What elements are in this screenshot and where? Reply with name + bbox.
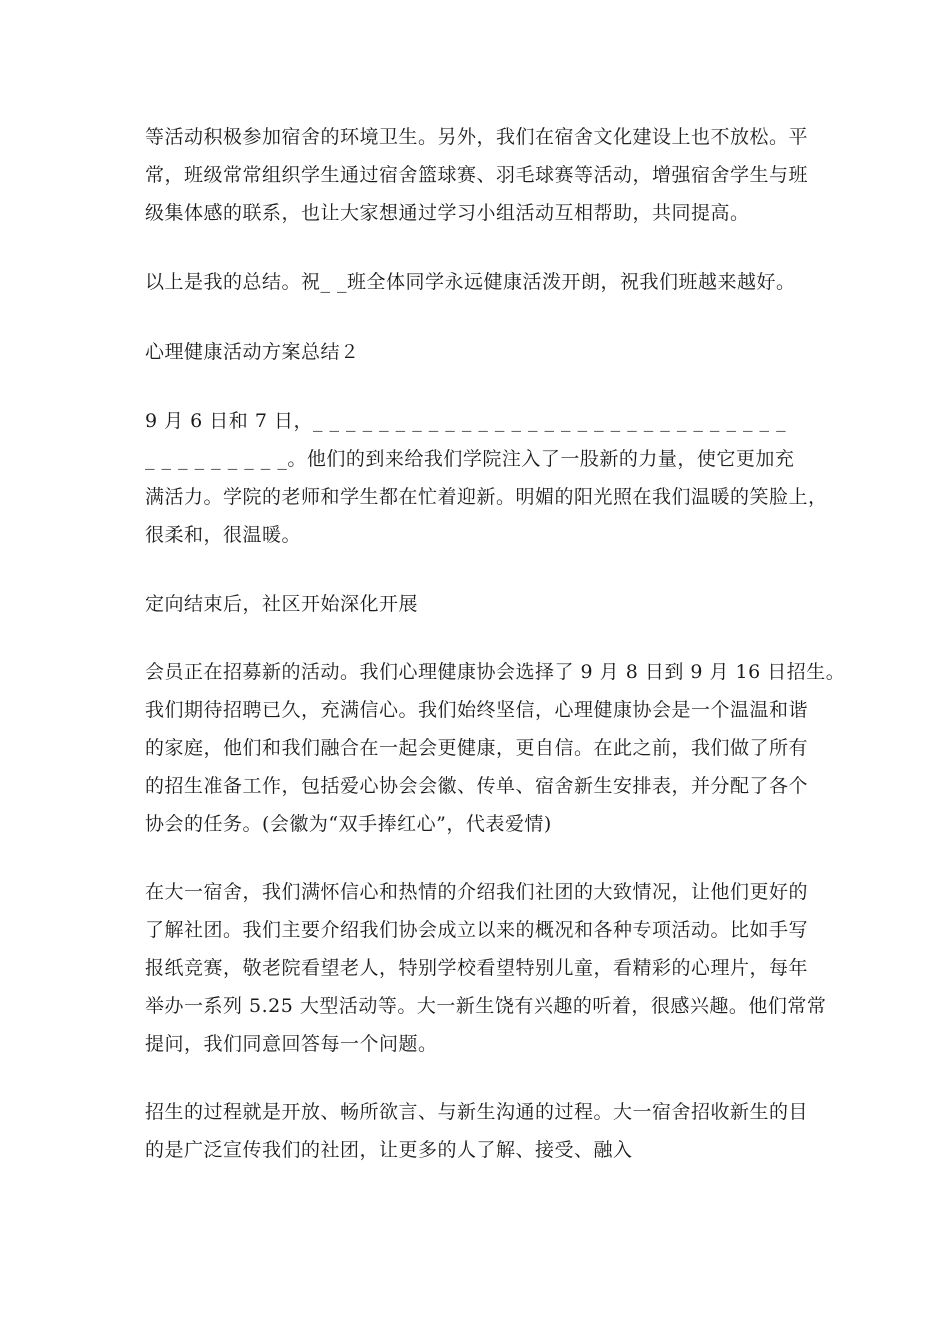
paragraph-line: 级集体感的联系，也让大家想通过学习小组活动互相帮助，共同提高。 (145, 202, 750, 224)
paragraph-line: 定向结束后，社区开始深化开展 (145, 593, 419, 615)
paragraph-line: 举办一系列 5.25 大型活动等。大一新生饶有兴趣的听着，很感兴趣。他们常常 (145, 995, 827, 1017)
paragraph-line: 在大一宿舍，我们满怀信心和热情的介绍我们社团的大致情况，让他们更好的 (145, 881, 809, 903)
paragraph-line: 常，班级常常组织学生通过宿舍篮球赛、羽毛球赛等活动，增强宿舍学生与班 (145, 164, 809, 186)
paragraph-line: 的是广泛宣传我们的社团，让更多的人了解、接受、融入 (145, 1139, 633, 1161)
paragraph-line: _ _ _ _ _ _ _ _ _。他们的到来给我们学院注入了一股新的力量，使它更加充 (145, 448, 795, 470)
paragraph-line: 的招生准备工作，包括爱心协会会徽、传单、宿舍新生安排表，并分配了各个 (145, 775, 809, 797)
paragraph-line: 满活力。学院的老师和学生都在忙着迎新。明媚的阳光照在我们温暖的笑脸上， (145, 486, 828, 508)
paragraph-line: 招生的过程就是开放、畅所欲言、与新生沟通的过程。大一宿舍招收新生的目 (145, 1101, 809, 1123)
section-heading: 心理健康活动方案总结２ (145, 341, 360, 363)
paragraph-line: 的家庭，他们和我们融合在一起会更健康，更自信。在此之前，我们做了所有 (145, 737, 809, 759)
paragraph-line: 9 月 6 日和 7 日，_ _ _ _ _ _ _ _ _ _ _ _ _ _ _ _ _ _ _ _ _ _ _ _ _ _ _ _ _ (145, 410, 787, 432)
paragraph-line: 我们期待招聘已久，充满信心。我们始终坚信，心理健康协会是一个温温和谐 (145, 699, 809, 721)
paragraph-line: 了解社团。我们主要介绍我们协会成立以来的概况和各种专项活动。比如手写 (145, 919, 809, 941)
paragraph-line: 很柔和，很温暖。 (145, 524, 302, 546)
paragraph-line: 报纸竞赛，敬老院看望老人，特别学校看望特别儿童，看精彩的心理片，每年 (145, 957, 809, 979)
paragraph-line: 等活动积极参加宿舍的环境卫生。另外，我们在宿舍文化建设上也不放松。平 (145, 126, 809, 148)
paragraph-line: 协会的任务。(会徽为“双手捧红心”，代表爱情) (145, 813, 552, 835)
paragraph-line: 以上是我的总结。祝_ _班全体同学永远健康活泼开朗，祝我们班越来越好。 (145, 271, 796, 293)
paragraph-line: 提问，我们同意回答每一个问题。 (145, 1033, 438, 1055)
paragraph-line: 会员正在招募新的活动。我们心理健康协会选择了 9 月 8 日到 9 月 16 日招生。 (145, 661, 846, 683)
